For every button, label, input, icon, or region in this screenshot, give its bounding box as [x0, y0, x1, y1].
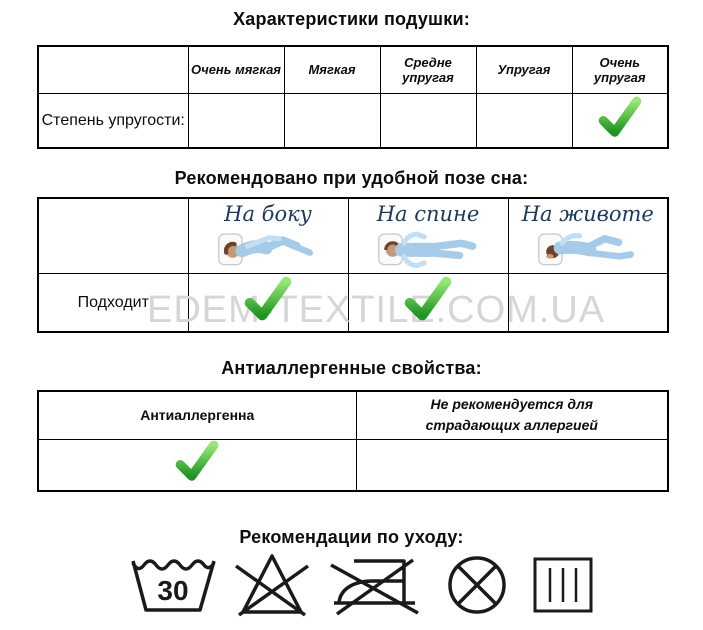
firmness-col-very-firm: Очень упругая — [572, 46, 668, 93]
sleep-pose-corner-cell — [38, 198, 188, 273]
pose-label-on-stomach: На животе — [521, 201, 654, 226]
watermark-text: EDEM-TEXTILE.COM.UA — [147, 289, 606, 331]
checkmark-icon — [243, 276, 293, 324]
sleep-pose-section-title: Рекомендовано при удобной позе сна: — [174, 168, 529, 188]
allergy-col-not-recommended: Не рекомендуется для страдающих аллергией — [425, 396, 598, 434]
pose-label-on-side: На боку — [224, 201, 312, 226]
care-section-title: Рекомендации по уходу: — [239, 527, 464, 547]
checkmark-icon — [403, 276, 453, 324]
no-bleach-icon — [232, 551, 312, 617]
pose-label-on-back: На спине — [376, 201, 480, 226]
no-iron-icon — [328, 553, 422, 617]
sleep-pose-row-label: Подходит — [38, 273, 188, 332]
firmness-col-medium: Средне упругая — [380, 46, 476, 93]
firmness-corner-cell — [38, 46, 188, 93]
firmness-col-very-soft: Очень мягкая — [188, 46, 284, 93]
wash-temperature-label: 30 — [157, 575, 189, 606]
allergy-col-antiallergenic: Антиаллергенна — [140, 406, 255, 423]
sleep-pose-header-row — [38, 198, 668, 273]
firmness-row-label: Степень упругости: — [38, 93, 188, 148]
firmness-value-row — [38, 93, 668, 148]
sleep-on-stomach-figure — [536, 227, 640, 269]
sleep-on-back-figure — [376, 227, 480, 269]
allergy-table — [37, 390, 669, 492]
wash-30-icon — [126, 553, 221, 617]
checkmark-icon — [174, 440, 220, 484]
allergy-section-title: Антиаллергенные свойства: — [221, 358, 482, 378]
allergy-value-row — [38, 439, 668, 491]
no-dry-clean-icon — [446, 554, 508, 616]
drip-dry-icon — [532, 556, 594, 614]
firmness-section-title: Характеристики подушки: — [233, 9, 470, 29]
sleep-on-side-figure — [216, 227, 320, 269]
checkmark-icon — [597, 96, 643, 140]
firmness-header-row — [38, 46, 668, 93]
firmness-col-soft: Мягкая — [284, 46, 380, 93]
firmness-col-firm: Упругая — [476, 46, 572, 93]
allergy-header-row — [38, 391, 668, 439]
firmness-table — [37, 45, 669, 149]
